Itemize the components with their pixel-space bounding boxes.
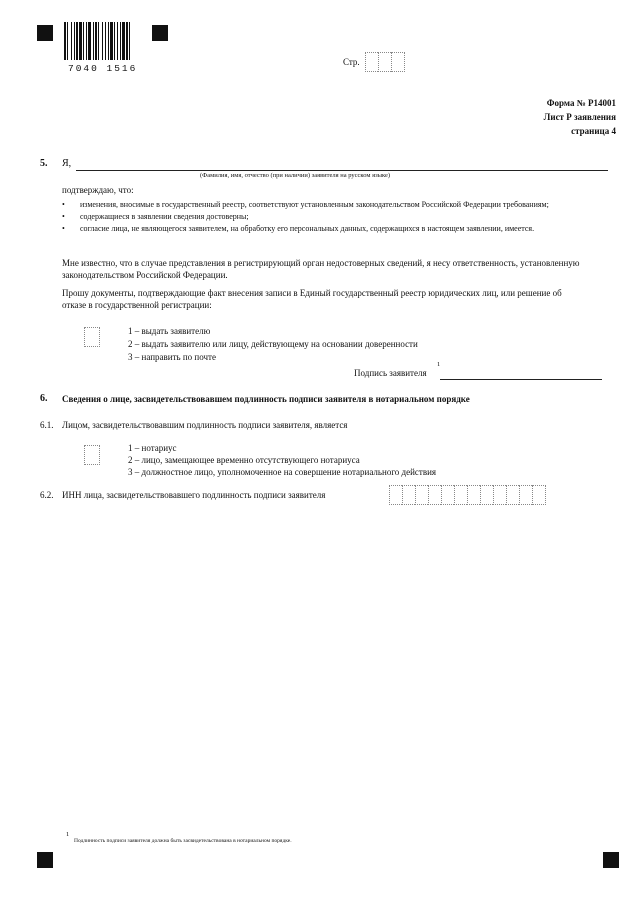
bullet-icon: • bbox=[62, 212, 65, 221]
bullet-icon: • bbox=[62, 224, 65, 233]
delivery-option-3: 3 – направить по почте bbox=[128, 352, 216, 362]
inn-cell[interactable] bbox=[441, 485, 454, 505]
notary-option-2: 2 – лицо, замещающее временно отсутствующего нотариуса bbox=[128, 455, 360, 465]
sub2-number: 6.2. bbox=[40, 490, 54, 500]
page-number-cells[interactable] bbox=[365, 52, 405, 72]
notary-option-3: 3 – должностное лицо, уполномоченное на совершение нотариального действия bbox=[128, 467, 437, 477]
inn-cell[interactable] bbox=[467, 485, 480, 505]
corner-marker-bottom-right bbox=[603, 852, 619, 868]
delivery-choice-cell[interactable] bbox=[84, 327, 100, 347]
notary-choice-cell[interactable] bbox=[84, 445, 100, 465]
inn-cell[interactable] bbox=[480, 485, 493, 505]
list-item: • изменения, вносимые в государственный реестр, соответствуют установленным законодательством Российской Федерации требованиям; bbox=[62, 200, 549, 209]
corner-marker-top-right bbox=[152, 25, 168, 41]
footnote-mark: 1 bbox=[66, 831, 70, 838]
section6-number: 6. bbox=[40, 393, 48, 404]
bullet-icon: • bbox=[62, 200, 65, 209]
footnote-text: Подлинность подписи заявителя должна быть засвидетельствована в нотариальном порядке. bbox=[74, 838, 292, 844]
page-title: страница 4 bbox=[571, 126, 616, 136]
signature-line[interactable] bbox=[440, 378, 602, 380]
name-hint: (Фамилия, имя, отчество (при наличии) заявителя на русском языке) bbox=[200, 172, 391, 179]
list-item: • согласие лица, не являющегося заявителем, на обработку его персональных данных, содержащихся в настоящем заявлении, имеется. bbox=[62, 224, 535, 233]
delivery-option-1: 1 – выдать заявителю bbox=[128, 326, 211, 336]
signature-footnote-mark: 1 bbox=[437, 361, 441, 368]
inn-cell[interactable] bbox=[506, 485, 519, 505]
inn-cell[interactable] bbox=[402, 485, 415, 505]
inn-cells[interactable] bbox=[389, 485, 546, 505]
inn-cell[interactable] bbox=[454, 485, 467, 505]
sheet-title: Лист Р заявления bbox=[543, 112, 616, 122]
page-label: Стр. bbox=[343, 57, 360, 67]
inn-cell[interactable] bbox=[389, 485, 402, 505]
notary-option-1: 1 – нотариус bbox=[128, 443, 177, 453]
signature-label: Подпись заявителя bbox=[354, 368, 427, 378]
delivery-option-2: 2 – выдать заявителю или лицу, действующему на основании доверенности bbox=[128, 339, 418, 349]
inn-cell[interactable] bbox=[415, 485, 428, 505]
barcode-number: 7040 1516 bbox=[68, 63, 138, 74]
corner-marker-top-left bbox=[37, 25, 53, 41]
barcode bbox=[64, 22, 130, 60]
inn-cell[interactable] bbox=[519, 485, 532, 505]
confirm-label: подтверждаю, что: bbox=[62, 185, 134, 195]
request-text: Прошу документы, подтверждающие факт внесения записи в Единый государственный реестр юридических лиц, или решение об отказе в государственной регистрации: bbox=[62, 288, 562, 311]
sub1-text: Лицом, засвидетельствовавшим подлинность подписи заявителя, является bbox=[62, 420, 348, 430]
sub2-text: ИНН лица, засвидетельствовавшего подлинность подписи заявителя bbox=[62, 490, 326, 500]
confirm-bullets bbox=[62, 200, 602, 233]
section5-number: 5. bbox=[40, 158, 48, 169]
i-label: Я, bbox=[62, 158, 72, 169]
responsibility-text: Мне известно, что в случае представления в регистрирующий орган недостоверных сведений, я несу ответственность, установленную законодательством Российской Федерации. bbox=[62, 258, 580, 281]
section6-title: Сведения о лице, засвидетельствовавшем подлинность подписи заявителя в нотариальном порядке bbox=[62, 394, 470, 404]
form-title: Форма № Р14001 bbox=[546, 98, 616, 108]
inn-cell[interactable] bbox=[532, 485, 546, 505]
inn-cell[interactable] bbox=[428, 485, 441, 505]
sub1-number: 6.1. bbox=[40, 420, 54, 430]
corner-marker-bottom-left bbox=[37, 852, 53, 868]
applicant-name-field[interactable] bbox=[76, 169, 608, 171]
list-item: • содержащиеся в заявлении сведения достоверны; bbox=[62, 212, 249, 221]
inn-cell[interactable] bbox=[493, 485, 506, 505]
